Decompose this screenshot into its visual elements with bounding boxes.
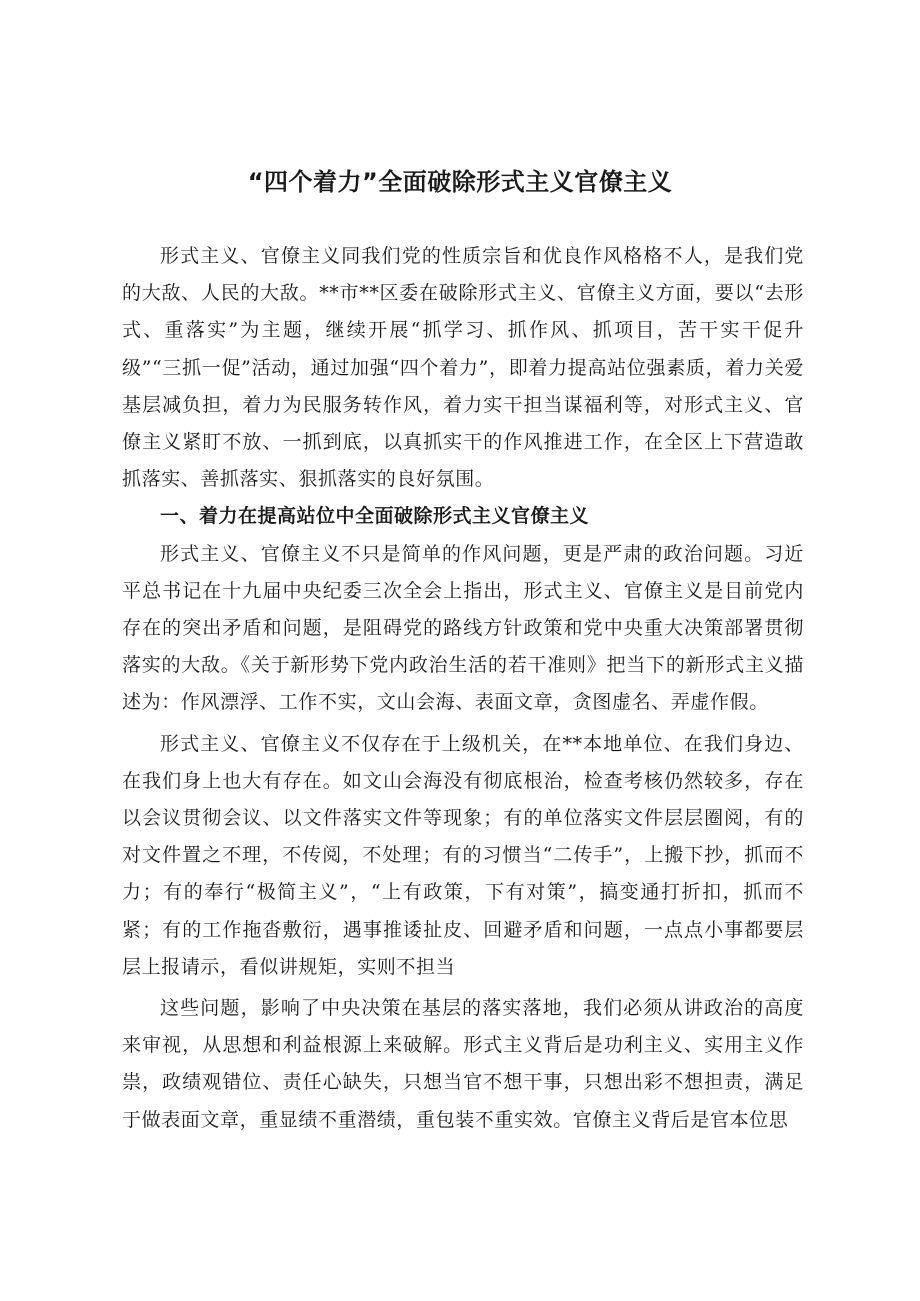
- intro-paragraph: 形式主义、官僚主义同我们党的性质宗旨和优良作风格格不人，是我们党的大敌、人民的大敌。**市**区委在破除形式主义、官僚主义方面，要以“去形式、重落实”为主题，继续开展“抓学习、抓作风、抓项目，苦干实干促升级”“三抓一促”活动，通过加强“四个着力”，即着力提高站位强素质，着力关爱基层减负担，着力为民服务转作风，着力实干担当谋福利等，对形式主义、官僚主义紧盯不放、一抓到底，以真抓实干的作风推进工作，在全区上下营造敢抓落实、善抓落实、狠抓落实的良好氛围。: [122, 245, 804, 491]
- section-1-paragraph-2: 形式主义、官僚主义不仅存在于上级机关，在**本地单位、在我们身边、在我们身上也大有存在。如文山会海没有彻底根治，检查考核仍然较多，存在以会议贯彻会议、以文件落实文件等现象；有的单位落实文件层层圈阅，有的对文件置之不理，不传阅，不处理；有的习惯当“二传手”，上搬下抄，抓而不力；有的奉行“极简主义”，“上有政策，下有对策”，搞变通打折扣，抓而不紧；有的工作拖沓敷衍，遇事推诿扯皮、回避矛盾和问题，一点点小事都要层层上报请示，看似讲规矩，实则不担当: [122, 732, 804, 978]
- document-title: “四个着力”全面破除形式主义官僚主义: [247, 168, 673, 196]
- document-body: [122, 238, 804, 1139]
- section-1-paragraph-1: 形式主义、官僚主义不只是简单的作风问题，更是严肃的政治问题。习近平总书记在十九届中央纪委三次全会上指出，形式主义、官僚主义是目前党内存在的突出矛盾和问题，是阻碍党的路线方针政策和党中央重大决策部署贯彻落实的大敌。《关于新形势下党内政治生活的若干准则》把当下的新形式主义描述为：作风漂浮、工作不实，文山会海、表面文章，贪图虚名、弄虚作假。: [122, 542, 804, 714]
- section-1-heading: 一、着力在提高站位中全面破除形式主义官僚主义: [160, 505, 590, 528]
- section-1-paragraph-3: 这些问题，影响了中央决策在基层的落实落地，我们必须从讲政治的高度来审视，从思想和利益根源上来破解。形式主义背后是功利主义、实用主义作祟，政绩观错位、责任心缺失，只想当官不想干事，只想出彩不想担责，满足于做表面文章，重显绩不重潜绩，重包装不重实效。官僚主义背后是官本位思: [122, 997, 804, 1131]
